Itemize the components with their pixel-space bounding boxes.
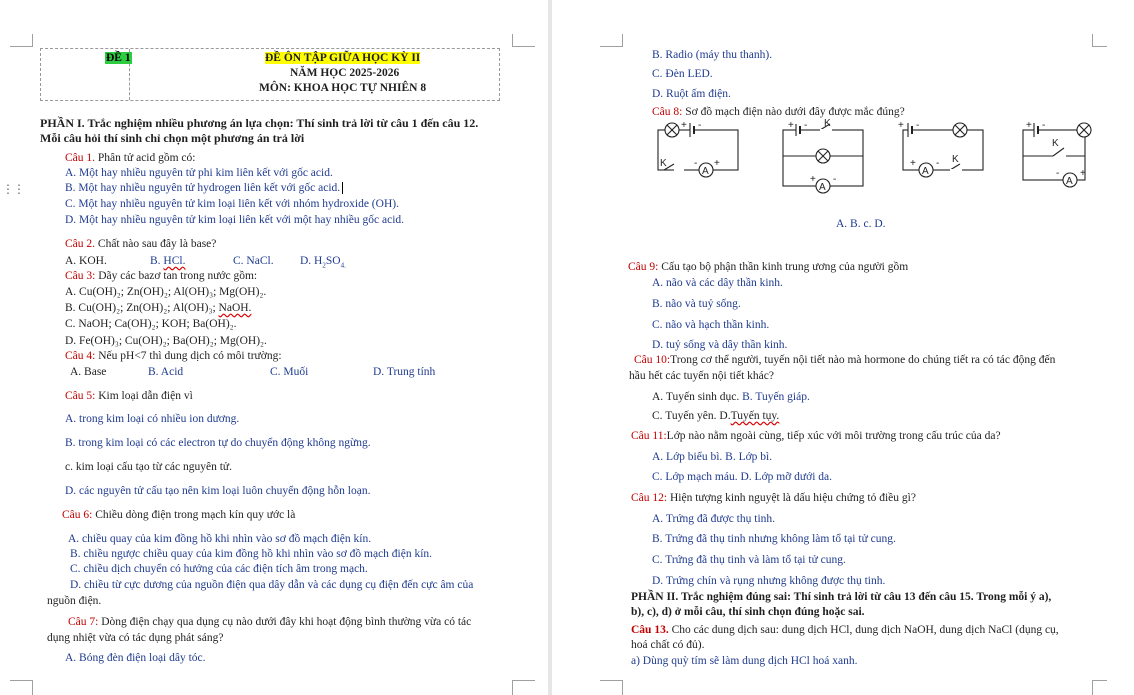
q4-option-a[interactable]: A. Base xyxy=(70,366,107,378)
plus-sign: + xyxy=(910,158,916,169)
question-13: Câu 13. Cho các dung dịch sau: dung dịch HCl, dung dịch NaOH, dung dịch NaCl (dụng cụ, xyxy=(631,624,1059,636)
crop-mark xyxy=(512,34,535,47)
question-2: Câu 2. Chất nào sau đây là base? xyxy=(65,238,217,250)
q1-option-c[interactable]: C. Một hay nhiều nguyên tử kim loại liên kết với nhóm hydroxide (OH). xyxy=(65,198,399,210)
q7-option-b[interactable]: B. Radio (máy thu thanh). xyxy=(652,49,773,61)
exam-subject: MÔN: KHOA HỌC TỰ NHIÊN 8 xyxy=(259,82,427,94)
q9-option-c[interactable]: C. não và hạch thần kinh. xyxy=(652,319,770,331)
q12-option-c[interactable]: C. Trứng đã thụ tinh và làm tổ tại tử cung. xyxy=(652,554,846,566)
q5-option-b[interactable]: B. trong kim loại có các electron tự do chuyển động không ngừng. xyxy=(65,437,371,449)
q8-options[interactable]: A. B. c. D. xyxy=(836,218,886,230)
text-cursor xyxy=(342,182,343,194)
plus-sign: + xyxy=(898,120,904,131)
question-13-cont: hoá chất có đủ). xyxy=(631,639,705,651)
exam-title: ĐỀ ÔN TẬP GIỮA HỌC KỲ II xyxy=(265,52,421,64)
question-11: Câu 11:Lớp nào nằm ngoài cùng, tiếp xúc với môi trường trong cấu trúc của da? xyxy=(631,430,1001,442)
ammeter-label: A xyxy=(702,166,709,177)
q2-option-d[interactable]: D. $H_2SO_{4.}$ xyxy=(300,255,346,270)
q3-option-d[interactable]: D. Fe(OH)₃; Cu(OH)₂; Ba(OH)₂; Mg(OH)₂. xyxy=(65,335,267,347)
part2-heading: PHẦN II. Trắc nghiệm đúng sai: Thí sinh trả lời từ câu 13 đến câu 15. Trong mỗi ý a), xyxy=(631,591,1052,603)
question-5: Câu 5: Kim loại dẫn điện vì xyxy=(65,390,193,402)
q3-option-c[interactable]: C. NaOH; Ca(OH)₂; KOH; Ba(OH)₂. xyxy=(65,318,237,330)
q12-option-b[interactable]: B. Trứng đã thụ tinh nhưng không làm tổ tại tử cung. xyxy=(652,533,896,545)
q12-option-a[interactable]: A. Trứng đã được thụ tinh. xyxy=(652,513,776,525)
crop-mark xyxy=(10,34,33,47)
q6-option-b[interactable]: B. chiều ngược chiều quay của kim đồng hồ khi nhìn vào sơ đồ mạch điện kín. xyxy=(70,548,433,560)
minus-sign: - xyxy=(698,120,702,131)
question-7-cont: dụng nhiệt vừa có tác dụng phát sáng? xyxy=(47,632,224,644)
ammeter-label: A xyxy=(1066,176,1073,187)
q7-option-c[interactable]: C. Đèn LED. xyxy=(652,68,713,80)
question-7: Câu 7: Dòng điện chạy qua dụng cụ nào dưới đây khi hoạt động bình thường vừa có tác xyxy=(68,616,472,628)
q6-option-c[interactable]: C. chiều dịch chuyển có hướng của các điện tích âm trong mạch. xyxy=(70,563,368,575)
question-12: Câu 12: Hiện tượng kinh nguyệt là dấu hiệu chứng tỏ điều gì? xyxy=(631,492,916,504)
document-page-left xyxy=(0,0,548,695)
switch-label: K xyxy=(952,154,959,165)
q11-options-ab[interactable]: A. Lớp biểu bì. B. Lớp bì. xyxy=(652,451,773,463)
q4-option-c[interactable]: C. Muối xyxy=(270,366,309,378)
question-4: Câu 4: Nếu pH<7 thì dung dịch có môi trường: xyxy=(65,350,282,362)
q7-option-a[interactable]: A. Bóng đèn điện loại dây tóc. xyxy=(65,652,206,664)
ammeter-label: A xyxy=(922,166,929,177)
q2-option-b[interactable]: B. HCl. xyxy=(150,255,186,267)
q4-option-d[interactable]: D. Trung tính xyxy=(373,366,436,378)
question-1: Câu 1. Phân tử acid gồm có: xyxy=(65,152,196,164)
exam-code: ĐỀ 1 xyxy=(106,52,131,64)
drag-handle-icon[interactable]: ⋮⋮ xyxy=(2,182,24,196)
ammeter-label: A xyxy=(819,182,826,193)
switch-label: K xyxy=(660,158,667,169)
crop-mark xyxy=(600,680,623,695)
circuit-diagrams xyxy=(648,116,1108,196)
minus-sign: - xyxy=(833,174,837,185)
q9-option-a[interactable]: A. não và các dây thần kinh. xyxy=(652,277,783,289)
plus-sign: + xyxy=(681,120,687,131)
q9-option-d[interactable]: D. tuỷ sống và dây thần kinh. xyxy=(652,339,788,351)
plus-sign: + xyxy=(714,158,720,169)
question-3: Câu 3: Dãy các bazơ tan trong nước gồm: xyxy=(65,270,258,282)
question-9: Câu 9: Cấu tạo bộ phận thần kinh trung ương của người gồm xyxy=(628,261,909,273)
q9-option-b[interactable]: B. não và tuỷ sống. xyxy=(652,298,741,310)
q12-option-d[interactable]: D. Trứng chín và rụng nhưng không được thụ tinh. xyxy=(652,575,886,587)
document-page-right xyxy=(552,0,1134,695)
part1-instruction: Mỗi câu hỏi thí sinh chỉ chọn một phương án trả lời xyxy=(40,131,305,145)
switch-label: K xyxy=(824,118,831,129)
page-margin xyxy=(1107,0,1134,695)
minus-sign: - xyxy=(916,120,920,131)
q1-option-a[interactable]: A. Một hay nhiều nguyên tử phi kim liên kết với gốc acid. xyxy=(65,167,333,179)
q11-options-cd[interactable]: C. Lớp mạch máu. D. Lớp mỡ dưới da. xyxy=(652,471,833,483)
part1-heading: PHẦN I. Trắc nghiệm nhiều phương án lựa chọn: Thí sinh trả lời từ câu 1 đến câu 12. xyxy=(40,116,479,130)
minus-sign: - xyxy=(936,158,940,169)
plus-sign: + xyxy=(788,120,794,131)
minus-sign: - xyxy=(1056,168,1060,179)
question-10: Câu 10:Trong cơ thể người, tuyến nội tiết nào mà hormone do chúng tiết ra có tác động đến xyxy=(634,354,1056,366)
exam-year: NĂM HỌC 2025-2026 xyxy=(290,67,400,79)
q6-option-d[interactable]: D. chiều từ cực dương của nguồn điện qua dây dẫn và các dụng cụ điện đến cực âm của xyxy=(70,579,474,591)
q4-option-b[interactable]: B. Acid xyxy=(148,366,184,378)
circuit-a xyxy=(658,123,738,177)
minus-sign: - xyxy=(694,158,698,169)
plus-sign: + xyxy=(1026,120,1032,131)
plus-sign: + xyxy=(1080,168,1086,179)
crop-mark xyxy=(512,680,535,695)
q5-option-c[interactable]: c. kim loại cấu tạo từ các nguyên tử. xyxy=(65,461,233,473)
q13-statement-a[interactable]: a) Dùng quỳ tím sẽ làm dung dịch HCl hoá xanh. xyxy=(631,655,858,667)
minus-sign: - xyxy=(804,120,808,131)
q2-option-a[interactable]: A. KOH. xyxy=(65,255,107,267)
q3-option-a[interactable]: A. Cu(OH)₂; Zn(OH)₂; Al(OH)₃; Mg(OH)₂. xyxy=(65,286,267,298)
question-10-cont: hầu hết các tuyến nội tiết khác? xyxy=(629,370,774,382)
question-6: Câu 6: Chiều dòng điện trong mạch kín quy ước là xyxy=(62,509,296,521)
crop-mark xyxy=(10,680,33,695)
plus-sign: + xyxy=(810,174,816,185)
part2-instruction: b), c), d) ở mỗi câu, thí sinh chọn đúng hoặc sai. xyxy=(631,606,865,618)
q1-option-b[interactable]: B. Một hay nhiều nguyên tử hydrogen liên kết với gốc acid. xyxy=(65,181,343,195)
q5-option-a[interactable]: A. trong kim loại có nhiều ion dương. xyxy=(65,413,240,425)
q10-options-cd[interactable]: C. Tuyến yên. D.Tuyến tụy. xyxy=(652,410,780,422)
q6-option-d-cont: nguồn điện. xyxy=(47,595,102,607)
q10-options-ab[interactable]: A. Tuyến sinh dục. B. Tuyến giáp. xyxy=(652,391,810,403)
crop-mark xyxy=(600,34,623,47)
q1-option-d[interactable]: D. Một hay nhiều nguyên tử kim loại liên kết với một hay nhiều gốc acid. xyxy=(65,214,405,226)
q6-option-a[interactable]: A. chiều quay của kim đồng hồ khi nhìn vào sơ đồ mạch điện kín. xyxy=(68,533,372,545)
minus-sign: - xyxy=(1042,120,1046,131)
q3-option-b[interactable]: B. Cu(OH)₂; Zn(OH)₂; Al(OH)₃; NaOH. xyxy=(65,302,252,314)
switch-label: K xyxy=(1052,138,1059,149)
q2-option-c[interactable]: C. NaCl. xyxy=(233,255,274,267)
q7-option-d[interactable]: D. Ruột ấm điện. xyxy=(652,88,731,100)
question-8: Câu 8: Sơ đồ mạch điện nào dưới đây được mắc đúng? xyxy=(652,106,905,118)
q5-option-d[interactable]: D. các nguyên tử cấu tạo nên kim loại luôn chuyển động hỗn loạn. xyxy=(65,485,371,497)
